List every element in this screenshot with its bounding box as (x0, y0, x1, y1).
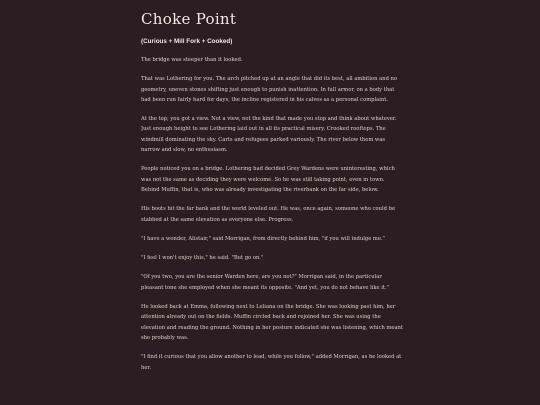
story-paragraph: "I find it curious that you allow another to lead, while you follow," added Morrigan, as he looked at her. (141, 354, 402, 371)
story-paragraph: "I feel I won't enjoy this," he said. "But go on." (141, 255, 264, 262)
chapter-subtitle: (Curious + Mill Fork + Cooked) (141, 38, 233, 45)
story-paragraph: The bridge was steeper than it looked. (141, 57, 243, 63)
story-paragraph: He looked back at Emma, following next to Leliana on the bridge. She was looking past him, her attention already out on the fields. Muffin circled back and rejoined her. She was using the elevation and reading the ground. Nothing in her posture indicated she was listening, which meant she probably was. (141, 304, 403, 341)
story-page (141, 0, 403, 405)
story-paragraph: "Of you two, you are the senior Warden here, are you not?" Morrigan said, in the particular pleasant tone she employed when she meant its opposite. "And yet, you do not behave like it." (141, 274, 390, 291)
story-paragraph: "I have a wonder, Alistair," said Morrigan, from directly behind him, "if you will indulge me." (141, 235, 385, 242)
story-paragraph: People noticed you on a bridge. Lothering had decided Grey Wardens were uninteresting, which was not the same as deciding they were welcome. So he was still taking point, even in town. Behind Muffin, that is, who was already investigating the riverbank on the far side, below. (141, 166, 395, 193)
story-body (141, 55, 403, 373)
story-paragraph: That was Lothering for you. The arch pitched up at an angle that did its best, all ambition and no geometry, uneven stones shifting just enough to punish inattention. In full armor, on a body that had been run fairly hard for days, the incline registered in his calves as a personal complaint. (141, 76, 398, 103)
story-paragraph: His boots hit the far bank and the world leveled out. He was, once again, someone who could be stabbed at the same elevation as everyone else. Progress. (141, 206, 396, 223)
story-paragraph: At the top, you got a view. Not a view, not the kind that made you stop and think about whatever. Just enough height to see Lothering laid out in all its practical misery. Crooked rooftops. The windmill dominating the sky. Carts and refugees parked variously. The river below them was narrow and slow, no enthusiasm. (141, 116, 397, 154)
chapter-title: Choke Point (141, 10, 237, 28)
